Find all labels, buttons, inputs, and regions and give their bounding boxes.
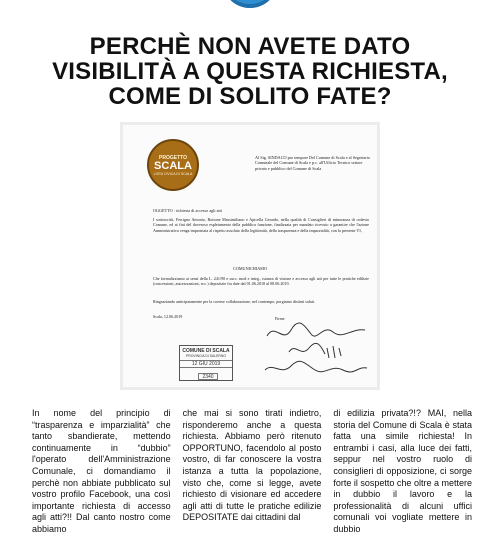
document-page bbox=[123, 125, 377, 387]
handwritten-signatures bbox=[261, 318, 371, 380]
logo-sub-text: LISTA CIVICA DI SCALA bbox=[153, 171, 193, 176]
headline-line-1: PERCHÈ NON AVETE DATO bbox=[89, 33, 411, 60]
headline-line-2: VISIBILITÀ A QUESTA RICHIESTA, bbox=[52, 58, 448, 85]
document-body: I sottoscritti, Ferrigno Antonio, Bottone Massimiliano e Apicella Gerardo, nella qualità di Consiglieri di minoranza di codesto Comune, ed ai fini del doveroso espletamento della pubblica funzione, finalizzata per mandato ricevuto a garantire che l'azione Amministrativa venga improntata al rispetto assoluto della legittimità, della trasparenza e della imparzialità, con la presente VI, bbox=[153, 217, 369, 233]
stamp-date: 12 GIU 2019 bbox=[180, 360, 232, 368]
document-subject: OGGETTO : richiesta di accesso agli atti bbox=[153, 208, 222, 213]
article-column-2: che mai si sono tirati indietro, risponderemo anche a questa richiesta. Abbiamo però ritenuto OPPORTUNO, facendolo al posto vostro, di far conoscere la vostra istanza a tutta la popolazione, visto che, come si legge, avete richiesto di visionare ed accedere agli atti di tutte le pratiche edilizie DEPOSITATE dai cittadini dal bbox=[182, 408, 322, 523]
document-image bbox=[120, 122, 380, 390]
article-column-1: In nome del principio di “trasparenza e imparzialità” che tanto sbandierate, mettendo continuamente in “dubbio” l'operato dell'Amministrazione Comunale, ci domandiamo il perchè non abbiate pubblicato sul vostro profilo Facebook, una così importante richiesta di accesso agli atti?!! Dal canto nostro come abbiamo bbox=[32, 408, 171, 534]
headline-line-3: COME DI SOLITO FATE? bbox=[108, 83, 392, 110]
progetto-scala-logo bbox=[147, 139, 199, 191]
document-comunichiamo: COMUNICHIAMO bbox=[233, 266, 267, 271]
document-address: Al Sig. SINDACO pro tempore Del Comune di Scala e al Segretario Comunale del Comune di Scala e p.c. all'Ufficio Tecnico settore privato e pubblico del Comune di Scala bbox=[255, 155, 370, 171]
logo-main-text: SCALA bbox=[154, 159, 192, 172]
article-column-3: di edilizia privata?!? MAI, nella storia del Comune di Scala è stata fatta una simile richiesta! In entrambi i casi, alla luce dei fatti, seppur nel vostro ruolo di consiglieri di opposizione, ci sorge forte il sospetto che oltre a mettere in dubbio il lavoro e la professionalità di alcuni uffici comunali voi vogliate mettere in dubbio bbox=[333, 408, 473, 534]
document-signatures-label: Firme bbox=[275, 316, 285, 321]
stamp-subtitle: PROVINCIA DI SALERNO bbox=[186, 354, 226, 358]
logo-top-text: PROGETTO bbox=[159, 154, 187, 161]
top-badge bbox=[222, 0, 278, 8]
document-body-2: Che formalizziamo ai sensi della L. 241/90 e succ. mod e integ., istanza di visione e accesso agli atti per tutte le pratiche edilizie (concessioni, autorizzazioni, ecc.) depositate fra date dal 01.06.2018 al 08.06.2019. bbox=[153, 276, 369, 287]
stamp-protocol: 2340 bbox=[198, 373, 218, 380]
document-closing: Ringraziando anticipatamente per la cortese collaborazione, nel contempo, porgiamo distinti saluti. bbox=[153, 299, 316, 304]
stamp-title: COMUNE DI SCALA bbox=[182, 348, 230, 354]
document-date: Scala, 12.06.2019 bbox=[153, 314, 183, 319]
article-columns bbox=[32, 408, 473, 534]
headline bbox=[40, 34, 460, 109]
protocol-stamp bbox=[179, 345, 233, 381]
